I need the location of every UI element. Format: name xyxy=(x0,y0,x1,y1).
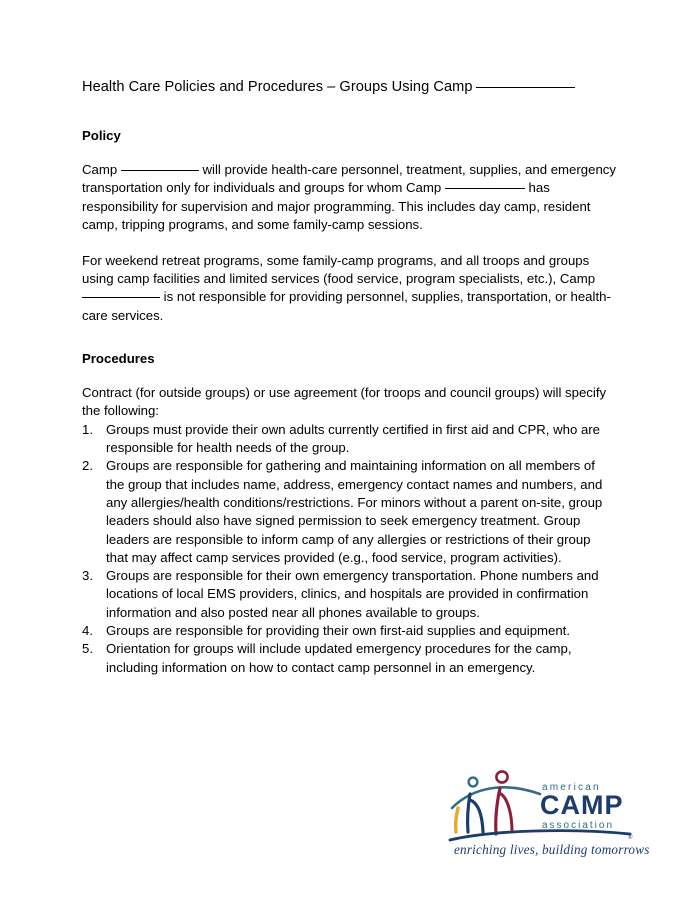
policy-p2-blank-1 xyxy=(82,297,160,298)
logo-tagline: enriching lives, building tomorrows xyxy=(454,842,650,857)
list-item xyxy=(82,567,616,622)
list-item-text: Orientation for groups will include updated emergency procedures for the camp, including information on how to contact camp personnel in an emergency. xyxy=(106,641,572,675)
policy-p2-text-b: is not responsible for providing personnel, supplies, transportation, or health-care services. xyxy=(82,289,611,323)
list-item-text: Groups are responsible for their own emergency transportation. Phone numbers and locations of local EMS providers, clinics, and hospitals are provided in confirmation information and also posted near all phones available to groups. xyxy=(106,568,599,620)
list-item xyxy=(82,640,616,677)
list-item-number: 4. xyxy=(82,623,93,639)
list-item-number: 1. xyxy=(82,421,93,437)
page-title xyxy=(82,78,616,97)
logo-figure-navy-leg xyxy=(470,800,483,832)
policy-paragraph-2 xyxy=(82,252,616,325)
procedures-heading: Procedures xyxy=(82,351,155,366)
policy-p1-text-c: has responsibility for supervision and major programming. This includes day camp, resident camp, tripping programs, and some family-camp sessions. xyxy=(82,180,591,233)
list-item-text: Groups are responsible for providing their own first-aid supplies and equipment. xyxy=(106,623,571,639)
logo-swoosh xyxy=(450,831,630,840)
logo-figure-head-red xyxy=(496,771,507,782)
list-item-text: Groups must provide their own adults currently certified in first aid and CPR, who are responsible for health needs of the group. xyxy=(106,421,601,456)
policy-p2-text-a: For weekend retreat programs, some family-camp programs, and all troops and groups using camp facilities and limited services (food service, program specialists, etc.), Camp xyxy=(82,252,596,287)
logo-figure-red-leg xyxy=(501,794,512,832)
policy-p1-text-a: Camp xyxy=(82,162,118,178)
aca-logo-mark xyxy=(444,768,644,848)
document-content xyxy=(82,78,616,677)
list-item xyxy=(82,457,616,567)
list-item-text: Groups are responsible for gathering and maintaining information on all members of the group that includes name, address, emergency contact names and numbers, and any allergies/health conditions/restrictions. For minors without a parent on-site, group leaders should also have signed permission to seek emergency treatment. Group leaders are responsible to inform camp of any allergies or restrictions of their group that may affect camp services provided (e.g., food service, program activities). xyxy=(106,458,603,565)
logo-word-association: association xyxy=(542,820,615,831)
logo-registered-mark: ® xyxy=(628,835,633,841)
policy-paragraph-1 xyxy=(82,161,616,234)
policy-p1-text-b: will provide health-care personnel, treatment, supplies, and emergency transportation only for individuals and groups for whom Camp xyxy=(82,162,616,196)
logo-word-american: american xyxy=(542,782,601,793)
american-camp-association-logo xyxy=(444,768,650,880)
policy-p1-blank-1 xyxy=(121,170,199,171)
title-blank-field xyxy=(476,87,575,88)
policy-heading: Policy xyxy=(82,127,121,143)
page-title-text: Health Care Policies and Procedures – Groups Using Camp xyxy=(82,79,473,95)
policy-p1-blank-2 xyxy=(445,188,525,189)
logo-figure-gold xyxy=(456,808,458,832)
logo-word-camp: CAMP xyxy=(540,790,624,820)
logo-figure-head-teal xyxy=(469,778,478,787)
list-item-number: 5. xyxy=(82,641,93,657)
list-item-number: 3. xyxy=(82,568,93,584)
procedures-intro: Contract (for outside groups) or use agreement (for troops and council groups) will specify the following: xyxy=(82,385,607,419)
procedures-list xyxy=(82,421,616,677)
list-item xyxy=(82,421,616,458)
logo-figure-red-body xyxy=(496,788,500,834)
list-item xyxy=(82,622,616,640)
list-item-number: 2. xyxy=(82,458,93,474)
